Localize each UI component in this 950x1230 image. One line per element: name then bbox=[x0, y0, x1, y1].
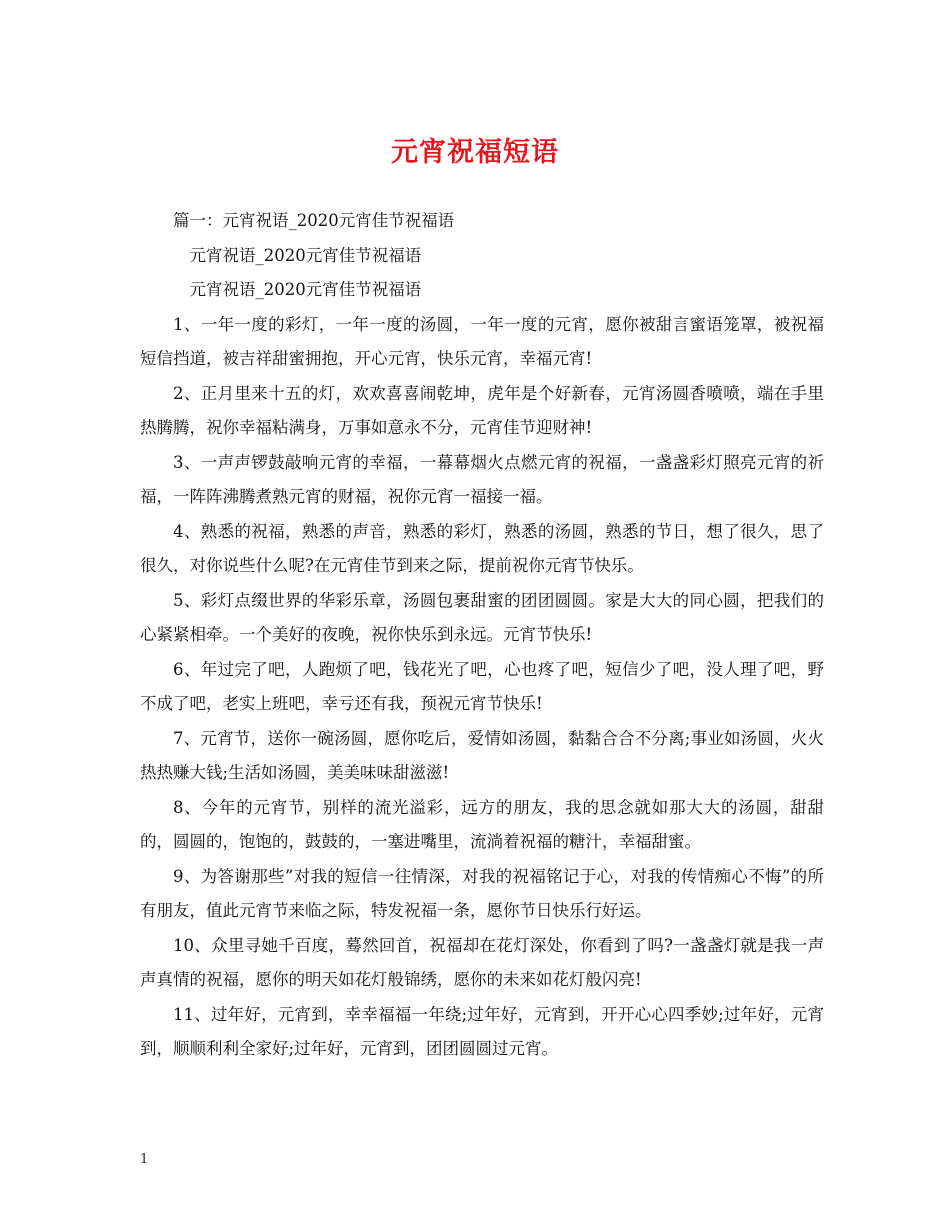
blessing-paragraph: 4、熟悉的祝福，熟悉的声音，熟悉的彩灯，熟悉的汤圆，熟悉的节日，想了很久，思了很久，对你说些什么呢?在元宵佳节到来之际，提前祝你元宵节快乐。 bbox=[140, 521, 824, 575]
blessing-paragraph: 7、元宵节，送你一碗汤圆，愿你吃后，爱情如汤圆，黏黏合合不分离;事业如汤圆，火火热热赚大钱;生活如汤圆，美美味味甜滋滋! bbox=[140, 728, 824, 782]
subtitle-line: 元宵祝语_2020元宵佳节祝福语 bbox=[189, 280, 422, 299]
subtitle-line: 元宵祝语_2020元宵佳节祝福语 bbox=[189, 245, 422, 265]
document-body bbox=[140, 204, 824, 1067]
page-number: 1 bbox=[140, 1152, 149, 1167]
blessing-paragraph: 3、一声声锣鼓敲响元宵的幸福，一幕幕烟火点燃元宵的祝福，一盏盏彩灯照亮元宵的祈福，一阵阵沸腾煮熟元宵的财福，祝你元宵一福接一福。 bbox=[140, 452, 824, 506]
section-heading: 篇一：元宵祝语_2020元宵佳节祝福语 bbox=[173, 211, 455, 230]
blessing-paragraph: 11、过年好，元宵到，幸幸福福一年绕;过年好，元宵到，开开心心四季妙;过年好，元宵到，顺顺利利全家好;过年好，元宵到，团团圆圆过元宵。 bbox=[140, 1004, 824, 1058]
blessing-paragraph: 10、众里寻她千百度，蓦然回首，祝福却在花灯深处，你看到了吗?一盏盏灯就是我一声声真情的祝福，愿你的明天如花灯般锦绣，愿你的未来如花灯般闪亮! bbox=[140, 935, 824, 989]
blessing-paragraph: 6、年过完了吧，人跑烦了吧，钱花光了吧，心也疼了吧，短信少了吧，没人理了吧，野不成了吧，老实上班吧，幸亏还有我，预祝元宵节快乐! bbox=[140, 659, 824, 713]
blessing-paragraph: 8、今年的元宵节，别样的流光溢彩，远方的朋友，我的思念就如那大大的汤圆，甜甜的，圆圆的，饱饱的，鼓鼓的，一塞进嘴里，流淌着祝福的糖汁，幸福甜蜜。 bbox=[140, 797, 824, 851]
blessing-paragraph: 2、正月里来十五的灯，欢欢喜喜闹乾坤，虎年是个好新春，元宵汤圆香喷喷，端在手里热腾腾，祝你幸福粘满身，万事如意永不分，元宵佳节迎财神! bbox=[140, 383, 824, 437]
blessing-paragraph: 5、彩灯点缀世界的华彩乐章，汤圆包裹甜蜜的团团圆圆。家是大大的同心圆，把我们的心紧紧相牵。一个美好的夜晚，祝你快乐到永远。元宵节快乐! bbox=[140, 590, 824, 644]
page-title: 元宵祝福短语 bbox=[391, 137, 559, 168]
blessing-paragraph: 1、一年一度的彩灯，一年一度的汤圆，一年一度的元宵，愿你被甜言蜜语笼罩，被祝福短信挡道，被吉祥甜蜜拥抱，开心元宵，快乐元宵，幸福元宵! bbox=[140, 314, 824, 368]
blessing-paragraph: 9、为答谢那些”对我的短信一往情深，对我的祝福铭记于心，对我的传情痴心不悔”的所有朋友，值此元宵节来临之际，特发祝福一条，愿你节日快乐行好运。 bbox=[140, 866, 824, 920]
